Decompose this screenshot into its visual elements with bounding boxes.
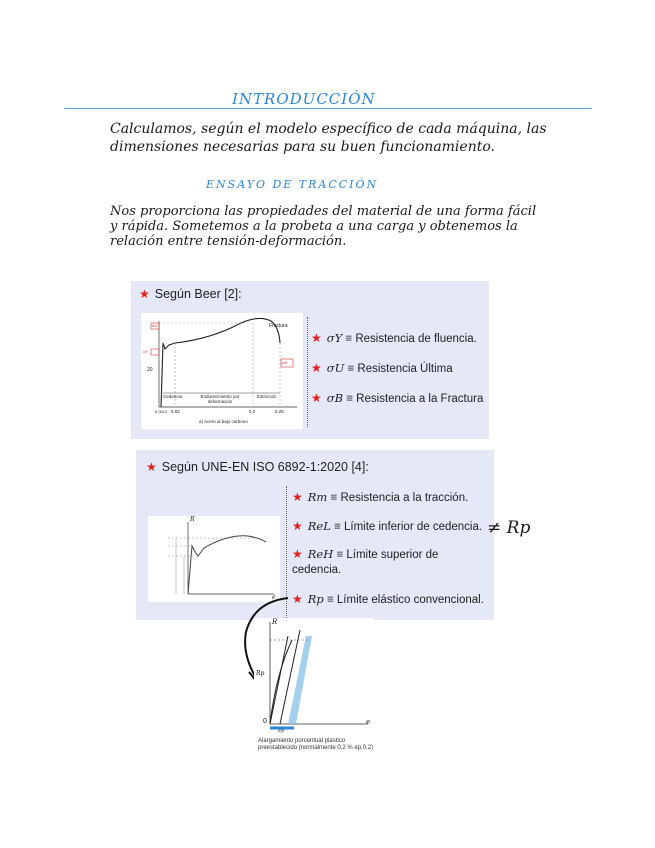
- item-rel: ★ ReL ≡ Límite inferior de cedencia.: [292, 519, 483, 533]
- slide-beer-heading: ★ Según Beer [2]:: [139, 287, 242, 301]
- fig3-axis-e: e: [366, 718, 371, 726]
- sigma-b-box-label: σB: [282, 360, 288, 365]
- item-rm: ★ Rm ≡ Resistencia a la tracción.: [292, 490, 469, 504]
- item-rp: ★ Rp ≡ Límite elástico convencional.: [292, 592, 484, 606]
- star-icon: ★: [146, 460, 157, 474]
- une-curve-chart: [148, 516, 280, 602]
- region-estriccion: Estricción: [257, 394, 277, 399]
- slide-beer: [131, 281, 489, 439]
- tension-paragraph: Nos proporciona las propiedades del material de una forma fácil y rápida. Sometemos a la probeta a una carga y obtenemos la relación entre tensión-deformación.: [110, 204, 537, 249]
- star-icon: ★: [139, 287, 150, 301]
- une-axis-r: R: [190, 516, 195, 523]
- tick-002: 0.02: [171, 409, 180, 414]
- fig3-rp-label: Rp: [256, 670, 265, 677]
- title-underline: [64, 108, 592, 109]
- tick-025: 0.25: [275, 409, 284, 414]
- star-icon: ★: [311, 361, 322, 375]
- star-icon: ★: [311, 331, 322, 345]
- star-icon: ★: [292, 490, 303, 504]
- figure-caption: a) Acero al bajo carbono: [199, 419, 248, 424]
- fig3-ep-label: ep: [278, 728, 285, 734]
- star-icon: ★: [292, 592, 303, 606]
- fracture-label: Fractura: [269, 323, 288, 329]
- rp-annotation: ≠ Rp: [487, 518, 531, 538]
- slide-une: [136, 450, 494, 620]
- origin-label: 0.0012: [155, 409, 168, 414]
- beer-stress-strain-figure: [141, 313, 303, 429]
- y-tick-label: 20: [147, 367, 153, 373]
- notes-subtitle: ENSAYO DE TRACCIÓN: [206, 178, 379, 191]
- region-endurecimiento: Endurecimiento por deformación: [200, 394, 240, 404]
- une-stress-strain-figure: [148, 516, 280, 602]
- sigma-y-box-label: σY: [143, 349, 149, 354]
- item-reh: ★ ReH ≡ Límite superior de cedencia.: [292, 547, 439, 576]
- star-icon: ★: [292, 519, 303, 533]
- star-icon: ★: [292, 547, 303, 561]
- slide-une-heading: ★ Según UNE-EN ISO 6892-1:2020 [4]:: [146, 460, 369, 474]
- fig3-caption: Alargamiento porcentual plástico preestablecido (normalmente 0,2 % ep,0,2): [258, 738, 374, 751]
- fig3-origin: 0: [263, 718, 267, 725]
- notes-title: INTRODUCCIÓN: [232, 90, 376, 108]
- item-sigma-y: ★ σY ≡ Resistencia de fluencia.: [311, 331, 477, 345]
- region-cedencia: Cedencia: [163, 394, 183, 399]
- item-sigma-u: ★ σU ≡ Resistencia Última: [311, 361, 453, 375]
- item-sigma-b: ★ σB ≡ Resistencia a la Fractura: [311, 391, 484, 405]
- intro-paragraph: Calculamos, según el modelo específico de cada máquina, las dimensiones necesarias para su buen funcionamiento.: [110, 121, 547, 155]
- fig3-axis-r: R: [272, 618, 278, 626]
- une-axis-e: e: [272, 594, 276, 601]
- star-icon: ★: [311, 391, 322, 405]
- sigma-u-box-label: σU: [152, 323, 158, 328]
- divider: [307, 317, 308, 427]
- tick-02: 0.2: [249, 409, 256, 414]
